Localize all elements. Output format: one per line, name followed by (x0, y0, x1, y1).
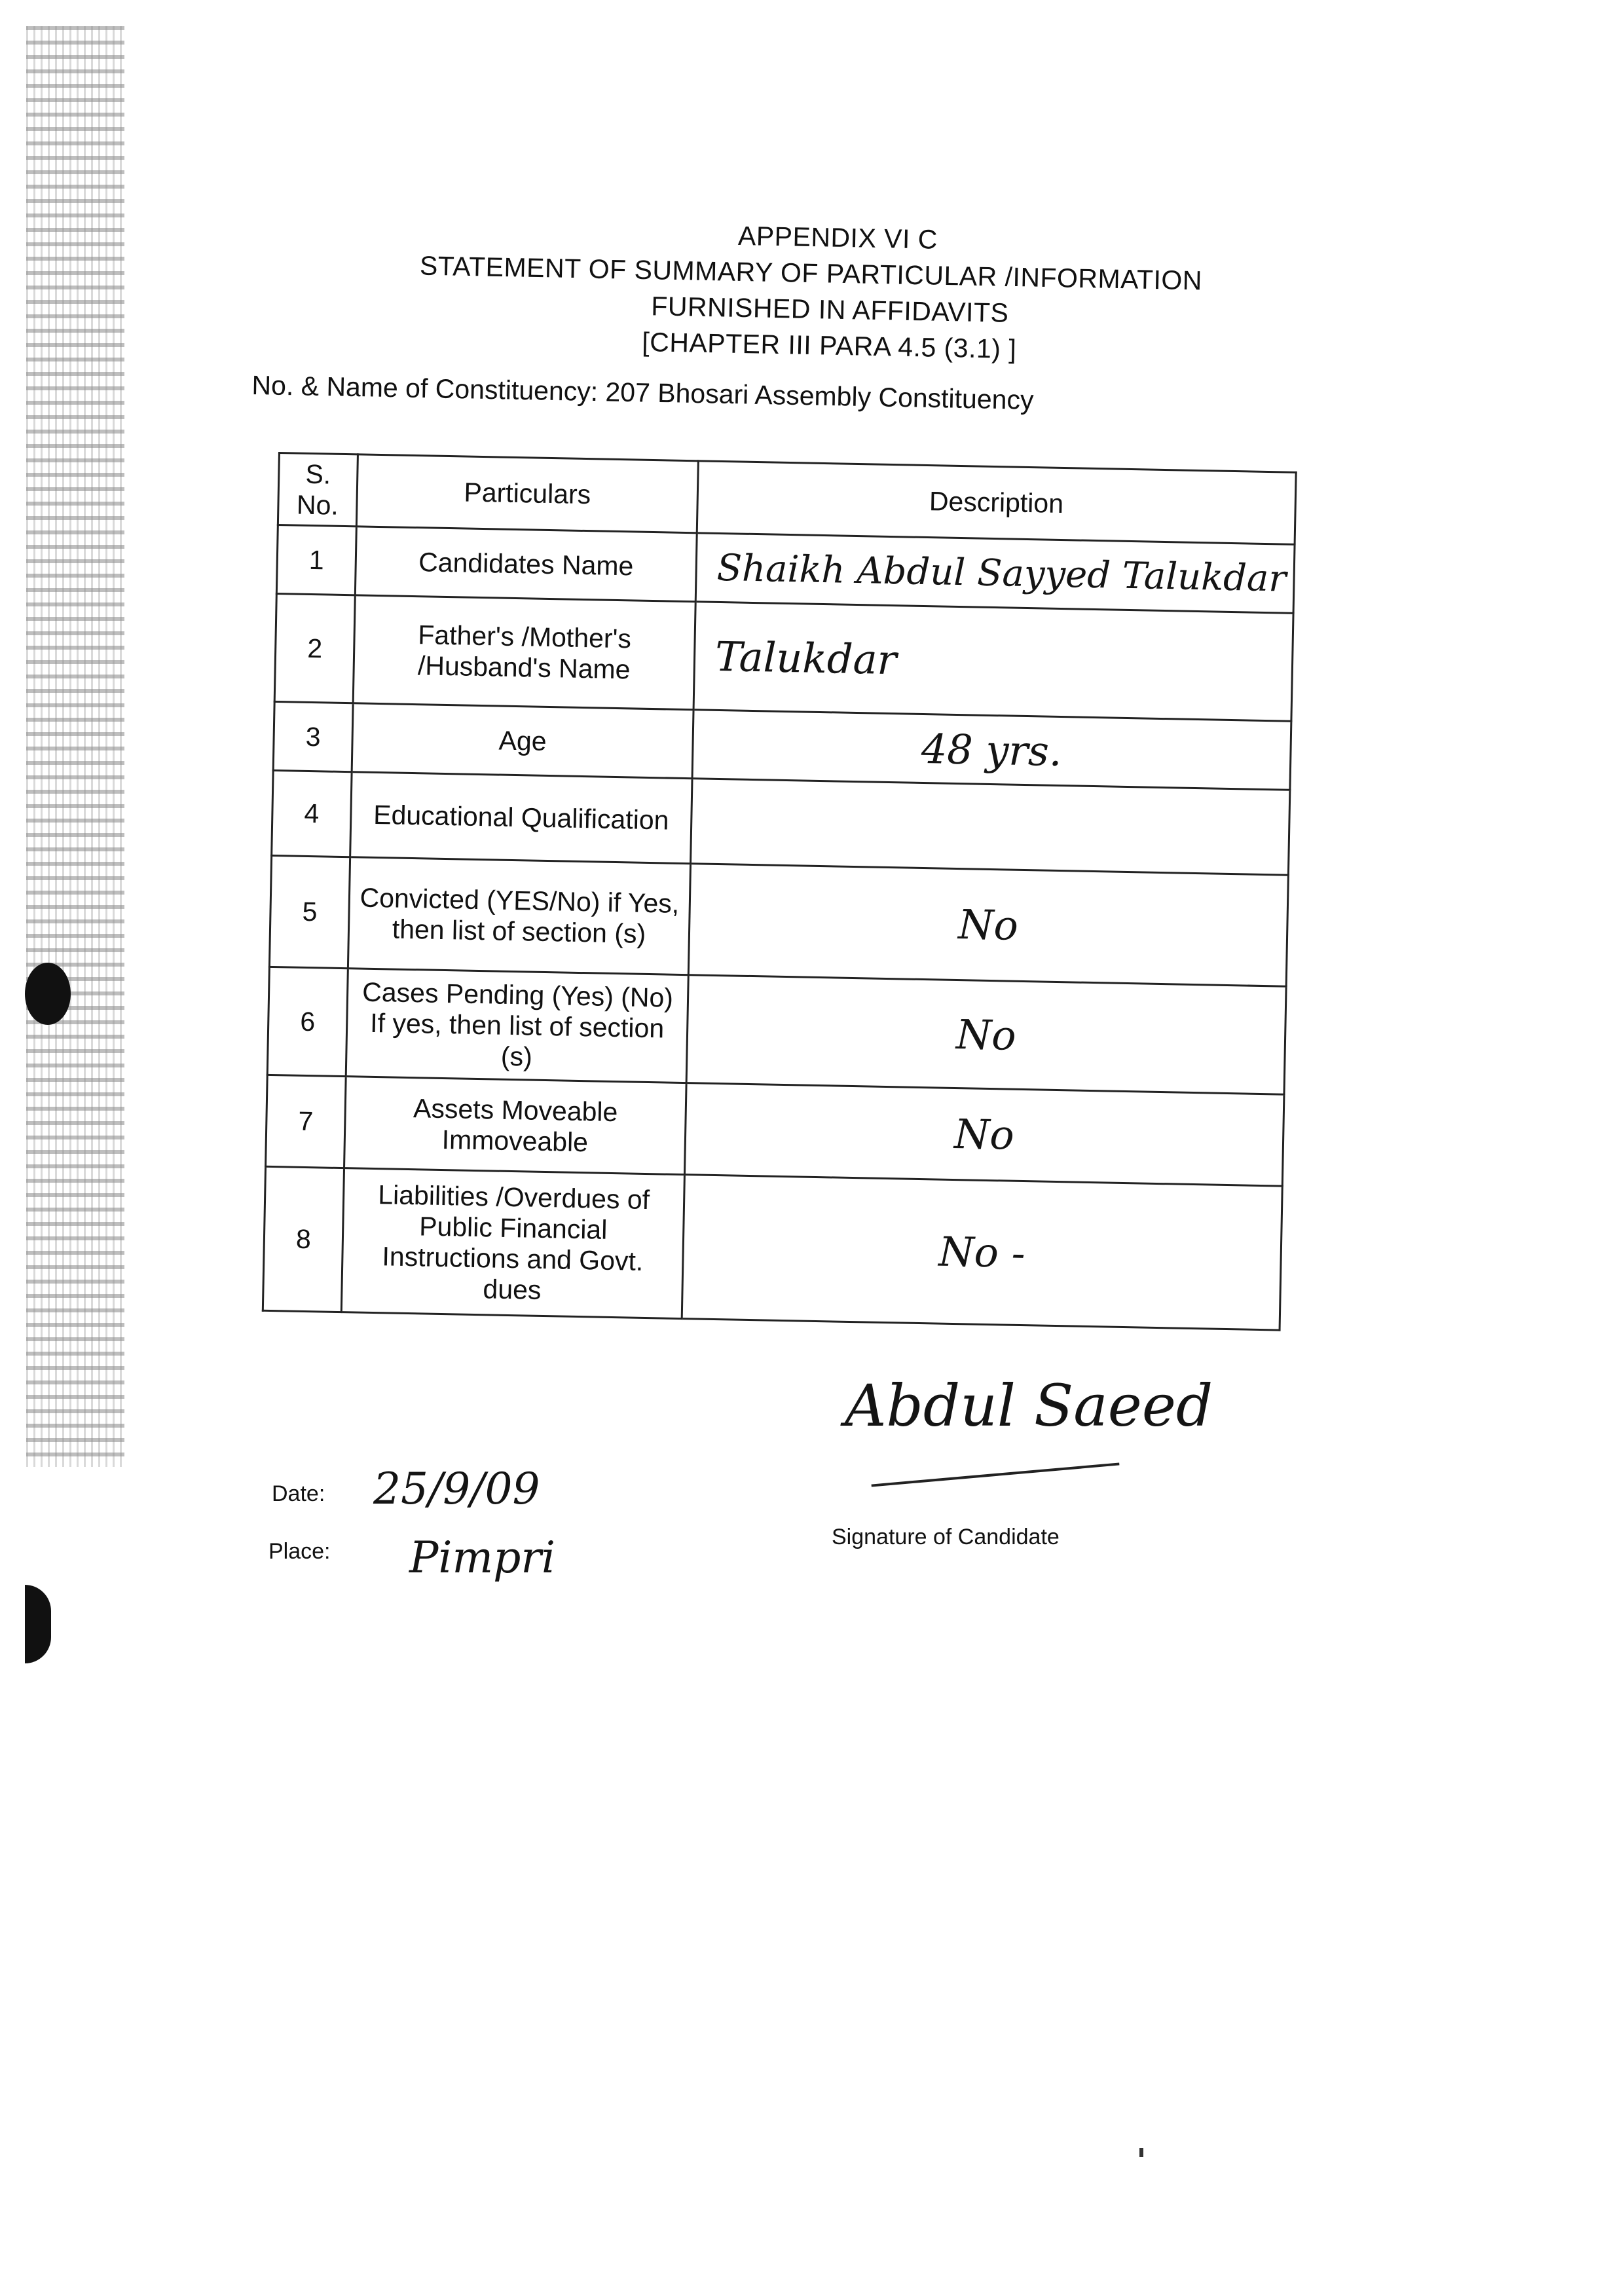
row-sno: 3 (273, 701, 353, 771)
row-description-handwritten: Talukdar (693, 602, 1293, 721)
row-particular: Age (352, 703, 693, 779)
row-sno: 7 (266, 1075, 346, 1168)
table-row (263, 1166, 1282, 1330)
row-particular: Educational Qualification (350, 772, 692, 864)
row-sno: 5 (269, 855, 350, 968)
heading-statement: STATEMENT OF SUMMARY OF PARTICULAR /INFORMATION (419, 250, 1203, 296)
table-row (267, 967, 1285, 1094)
row-particular: Cases Pending (Yes) (No) If yes, then list of section (s) (346, 969, 688, 1083)
row-sno: 6 (267, 967, 348, 1076)
row-particular: Convicted (YES/No) if Yes, then list of section (s) (348, 857, 690, 975)
punch-hole (25, 963, 71, 1025)
heading-appendix: APPENDIX VI C (737, 220, 938, 255)
punch-hole (25, 1585, 51, 1663)
row-description-handwritten (691, 779, 1290, 875)
row-description-handwritten: No (684, 1083, 1283, 1186)
row-sno: 1 (276, 525, 356, 595)
row-description-handwritten: No - (682, 1175, 1282, 1330)
heading-furnished: FURNISHED IN AFFIDAVITS (650, 291, 1009, 328)
table-row (269, 855, 1288, 986)
row-description-handwritten: 48 yrs. (692, 710, 1291, 790)
row-description-handwritten: No (686, 975, 1286, 1094)
row-sno: 8 (263, 1166, 344, 1312)
row-sno: 4 (272, 770, 352, 857)
date-label: Date: (272, 1481, 325, 1506)
row-particular: Father's /Mother's /Husband's Name (353, 595, 695, 710)
signature-underline (872, 1462, 1120, 1487)
header-sno: S. No. (278, 453, 358, 527)
candidate-signature: Abdul Saeed (845, 1372, 1213, 1439)
document-heading (0, 204, 1624, 379)
constituency-line: No. & Name of Constituency: 207 Bhosari Assembly Constituency (251, 370, 1034, 415)
scan-mark (1139, 2148, 1143, 2157)
row-description-handwritten: Shaikh Abdul Sayyed Talukdar (695, 533, 1294, 613)
summary-table-wrapper (262, 452, 1297, 1331)
row-description-handwritten: No (688, 864, 1288, 986)
table-row (274, 593, 1293, 721)
place-label: Place: (268, 1539, 331, 1564)
heading-chapter: [CHAPTER III PARA 4.5 (3.1) ] (641, 327, 1017, 365)
header-description: Description (697, 461, 1296, 544)
row-particular: Assets Moveable Immoveable (344, 1077, 687, 1175)
signature-label: Signature of Candidate (832, 1525, 1060, 1549)
header-particulars: Particulars (356, 454, 698, 533)
summary-table (262, 452, 1297, 1331)
row-particular: Candidates Name (355, 527, 697, 602)
row-sno: 2 (274, 593, 355, 703)
row-particular: Liabilities /Overdues of Public Financial Instructions and Govt. dues (341, 1168, 684, 1319)
date-value-handwritten: 25/9/09 (373, 1464, 540, 1514)
place-value-handwritten: Pimpri (409, 1532, 556, 1583)
